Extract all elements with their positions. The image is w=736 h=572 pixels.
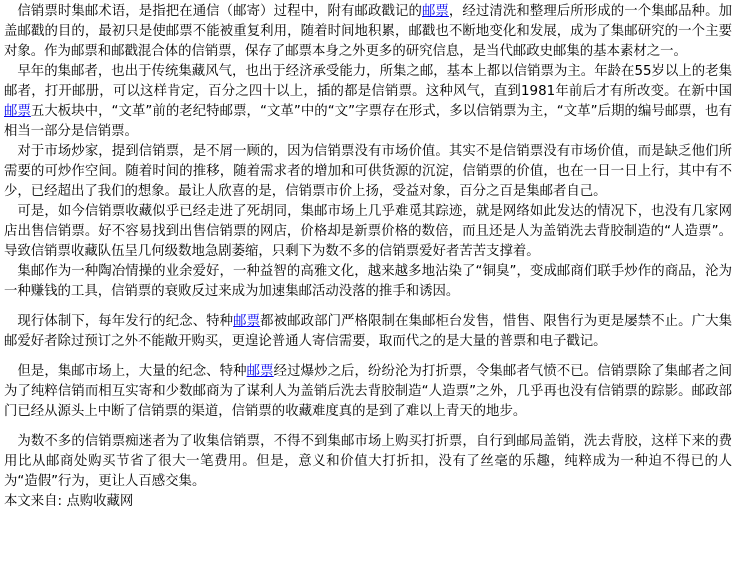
keyword-link-stamp[interactable]: 邮票 bbox=[233, 314, 261, 329]
keyword-link-stamp[interactable]: 邮票 bbox=[421, 4, 449, 19]
paragraph-text: 可是，如今信销票收藏似乎已经走进了死胡同，集邮市场上几乎难觅其踪迹，就是网络如此发达的情况下，也没有几家网店出售信销票。好不容易找到出售信销票的网店，价格却是新票价格的数倍，而且还是人为盖销洗去背胶制造的“人造票”。导致信销票收藏队伍呈几何级数地急剧萎缩，只剩下为数不多的信销票爱好者苦苦支撑着。 bbox=[4, 204, 732, 259]
article-paragraph bbox=[4, 202, 732, 262]
article-paragraph bbox=[4, 312, 732, 352]
paragraph-text: 对于市场炒家，提到信销票，是不屑一顾的，因为信销票没有市场价值。其实不是信销票没有市场价值，而是缺乏他们所需要的可炒作空间。随着时间的推移，随着需求者的增加和可供货源的沉淀，信销票的价值，也在一日一日上行，其中有不少，已经超出了我们的想象。最让人欣喜的是，信销票市价上扬，受益对象，百分之百是集邮者自己。 bbox=[4, 144, 732, 199]
paragraph-gap bbox=[4, 422, 732, 432]
article-paragraph bbox=[4, 62, 732, 142]
article-paragraph bbox=[4, 262, 732, 302]
paragraph-text: 五大板块中，“文革”前的老纪特邮票，“文革”中的“文”字票存在形式，多以信销票为主，“文革”后期的编号邮票，也有相当一部分是信销票。 bbox=[4, 104, 732, 139]
paragraph-text: 集邮作为一种陶冶情操的业余爱好，一种益智的高雅文化，越来越多地沾染了“铜臭”，变成邮商们联手炒作的商品，沦为一种赚钱的工具，信销票的衰败反过来成为加速集邮活动没落的推手和诱因。 bbox=[4, 264, 732, 299]
paragraph-text: 现行体制下，每年发行的纪念、特种 bbox=[17, 314, 234, 329]
keyword-link-stamp[interactable]: 邮票 bbox=[4, 104, 31, 119]
source-line: 本文来自: 点购收藏网 bbox=[4, 494, 134, 509]
paragraph-text: 都被邮政部门严格限制在集邮柜台发售，惜售、限售行为更是屡禁不止。广大集邮爱好者除过预订之外不能敞开购买，更遑论普通人寄信需要，取而代之的是大量的普票和电子戳记。 bbox=[4, 314, 733, 349]
paragraph-gap bbox=[4, 302, 732, 312]
paragraph-text: 但是，集邮市场上，大量的纪念、特种 bbox=[17, 364, 247, 379]
keyword-link-stamp[interactable]: 邮票 bbox=[246, 364, 274, 379]
paragraph-text: ，经过清洗和整理后所形成的一个集邮品种。加盖邮戳的目的，最初只是使邮票不能被重复利用，随着时间地积累，邮戳也不断地变化和发展，成为了集邮研究的一个主要对象。作为邮票和邮戳混合体的信销票，保存了邮票本身之外更多的研究信息，是当代邮政史邮集的基本素材之一。 bbox=[4, 4, 733, 59]
paragraph-text: 早年的集邮者，也出于传统集藏风气，也出于经济承受能力，所集之邮，基本上都以信销票为主。年龄在55岁以上的老集邮者，打开邮册，可以这样肯定，百分之四十以上，插的都是信销票。这种风气，直到1981年前后才有所改变。在新中国 bbox=[4, 64, 732, 99]
article-paragraph bbox=[4, 432, 732, 492]
article-paragraph bbox=[4, 142, 732, 202]
article-paragraph bbox=[4, 2, 732, 62]
paragraph-text: 为数不多的信销票痴迷者为了收集信销票，不得不到集邮市场上购买打折票，自行到邮局盖销，洗去背胶，这样下来的费用比从邮商处购买节省了很大一笔费用。但是，意义和价值大打折扣，没有了丝毫的乐趣，纯粹成为一种迫不得已的人为“造假”行为，更让人百感交集。 bbox=[4, 434, 732, 489]
paragraph-text: 经过爆炒之后，纷纷沦为打折票，令集邮者气愤不已。信销票除了集邮者之间为了纯粹信销而相互实寄和少数邮商为了谋利人为盖销后洗去背胶制造“人造票”之外，几乎再也没有信销票的踪影。邮政部门已经从源头上中断了信销票的渠道，信销票的收藏难度真的是到了难以上青天的地步。 bbox=[4, 364, 733, 419]
paragraph-gap bbox=[4, 352, 732, 362]
paragraph-text: 信销票时集邮术语，是指把在通信（邮寄）过程中，附有邮政戳记的 bbox=[17, 4, 422, 19]
article-paragraph bbox=[4, 362, 732, 422]
